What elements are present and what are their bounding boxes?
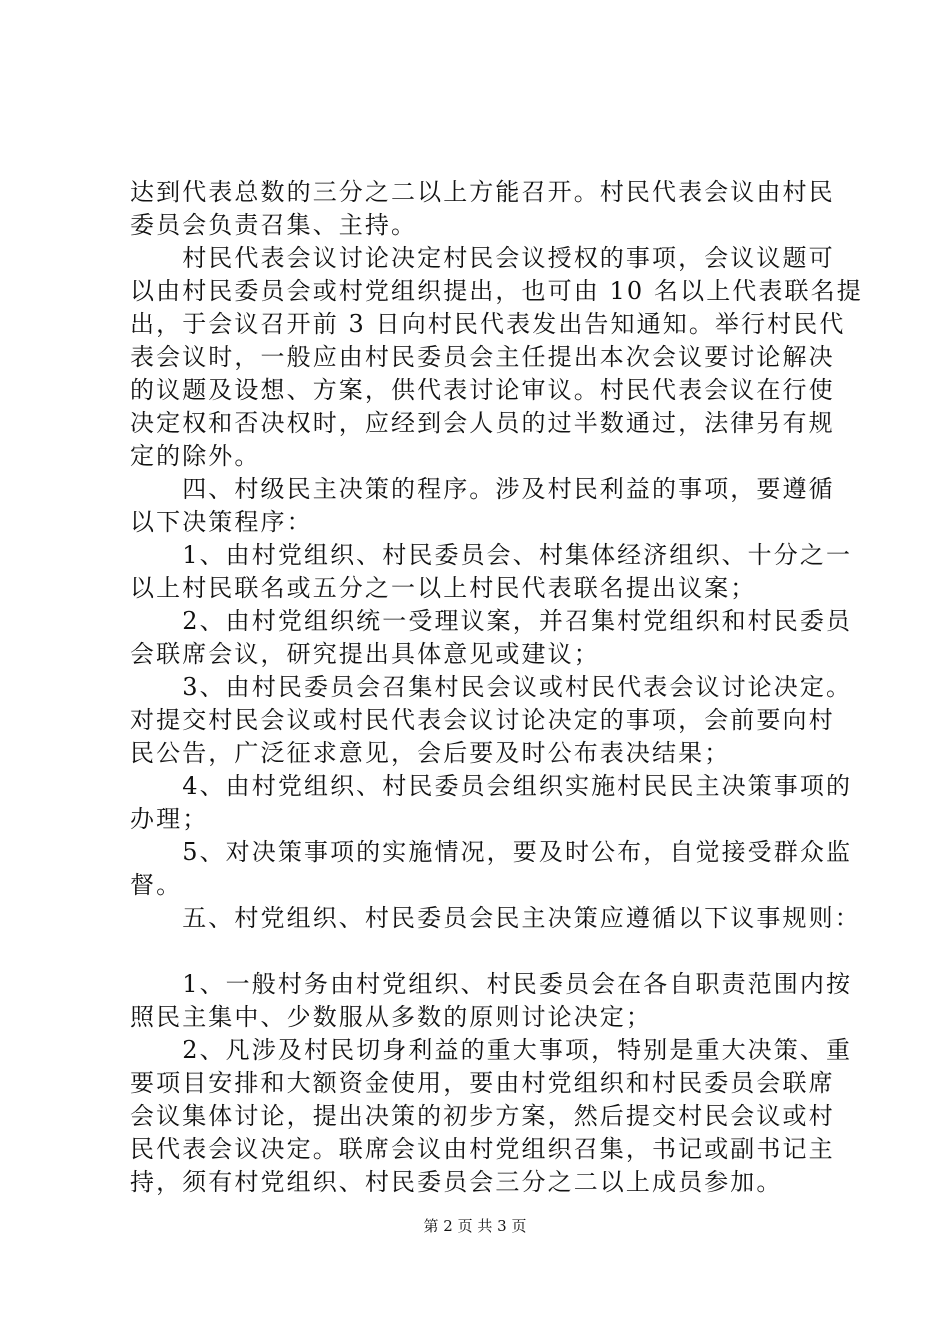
text-line: 委员会负责召集、主持。 <box>130 211 418 239</box>
text-line: 五、村党组织、村民委员会民主决策应遵循以下议事规则： <box>130 904 861 932</box>
text-line: 的议题及设想、方案，供代表讨论审议。村民代表会议在行使 <box>130 376 835 404</box>
text-line: 1、由村党组织、村民委员会、村集体经济组织、十分之一 <box>130 541 853 569</box>
text-line: 以下决策程序： <box>130 508 313 536</box>
text-line: 照民主集中、少数服从多数的原则讨论决定； <box>130 1003 652 1031</box>
text-line: 定的除外。 <box>130 442 261 470</box>
text-line: 达到代表总数的三分之二以上方能召开。村民代表会议由村民 <box>130 178 835 206</box>
page-footer: 第 2 页 共 3 页 <box>423 1217 527 1235</box>
text-line: 决定权和否决权时，应经到会人员的过半数通过，法律另有规 <box>130 409 835 437</box>
text-line: 5、对决策事项的实施情况，要及时公布，自觉接受群众监 <box>130 838 853 866</box>
text-line: 以由村民委员会或村党组织提出，也可由 10 名以上代表联名提 <box>130 277 863 305</box>
text-line: 持，须有村党组织、村民委员会三分之二以上成员参加。 <box>130 1168 783 1196</box>
text-line: 四、村级民主决策的程序。涉及村民利益的事项，要遵循 <box>130 475 835 503</box>
text-line: 村民代表会议讨论决定村民会议授权的事项，会议议题可 <box>130 244 835 272</box>
text-line: 以上村民联名或五分之一以上村民代表联名提出议案； <box>130 574 757 602</box>
text-line: 3、由村民委员会召集村民会议或村民代表会议讨论决定。 <box>130 673 853 701</box>
text-line: 出，于会议召开前 3 日向村民代表发出告知通知。举行村民代 <box>130 310 846 338</box>
text-line: 办理； <box>130 805 209 833</box>
text-line: 民公告，广泛征求意见，会后要及时公布表决结果； <box>130 739 731 767</box>
text-line: 对提交村民会议或村民代表会议讨论决定的事项，会前要向村 <box>130 706 835 734</box>
text-line: 督。 <box>130 871 183 899</box>
text-line: 2、由村党组织统一受理议案，并召集村党组织和村民委员 <box>130 607 853 635</box>
text-line: 会议集体讨论，提出决策的初步方案，然后提交村民会议或村 <box>130 1102 835 1130</box>
text-line: 4、由村党组织、村民委员会组织实施村民民主决策事项的 <box>130 772 853 800</box>
text-line: 民代表会议决定。联席会议由村党组织召集，书记或副书记主 <box>130 1135 835 1163</box>
text-line: 会联席会议，研究提出具体意见或建议； <box>130 640 600 668</box>
text-line: 表会议时，一般应由村民委员会主任提出本次会议要讨论解决 <box>130 343 835 371</box>
text-line: 2、凡涉及村民切身利益的重大事项，特别是重大决策、重 <box>130 1036 853 1064</box>
text-line: 要项目安排和大额资金使用，要由村党组织和村民委员会联席 <box>130 1069 835 1097</box>
text-line: 1、一般村务由村党组织、村民委员会在各自职责范围内按 <box>130 970 853 998</box>
